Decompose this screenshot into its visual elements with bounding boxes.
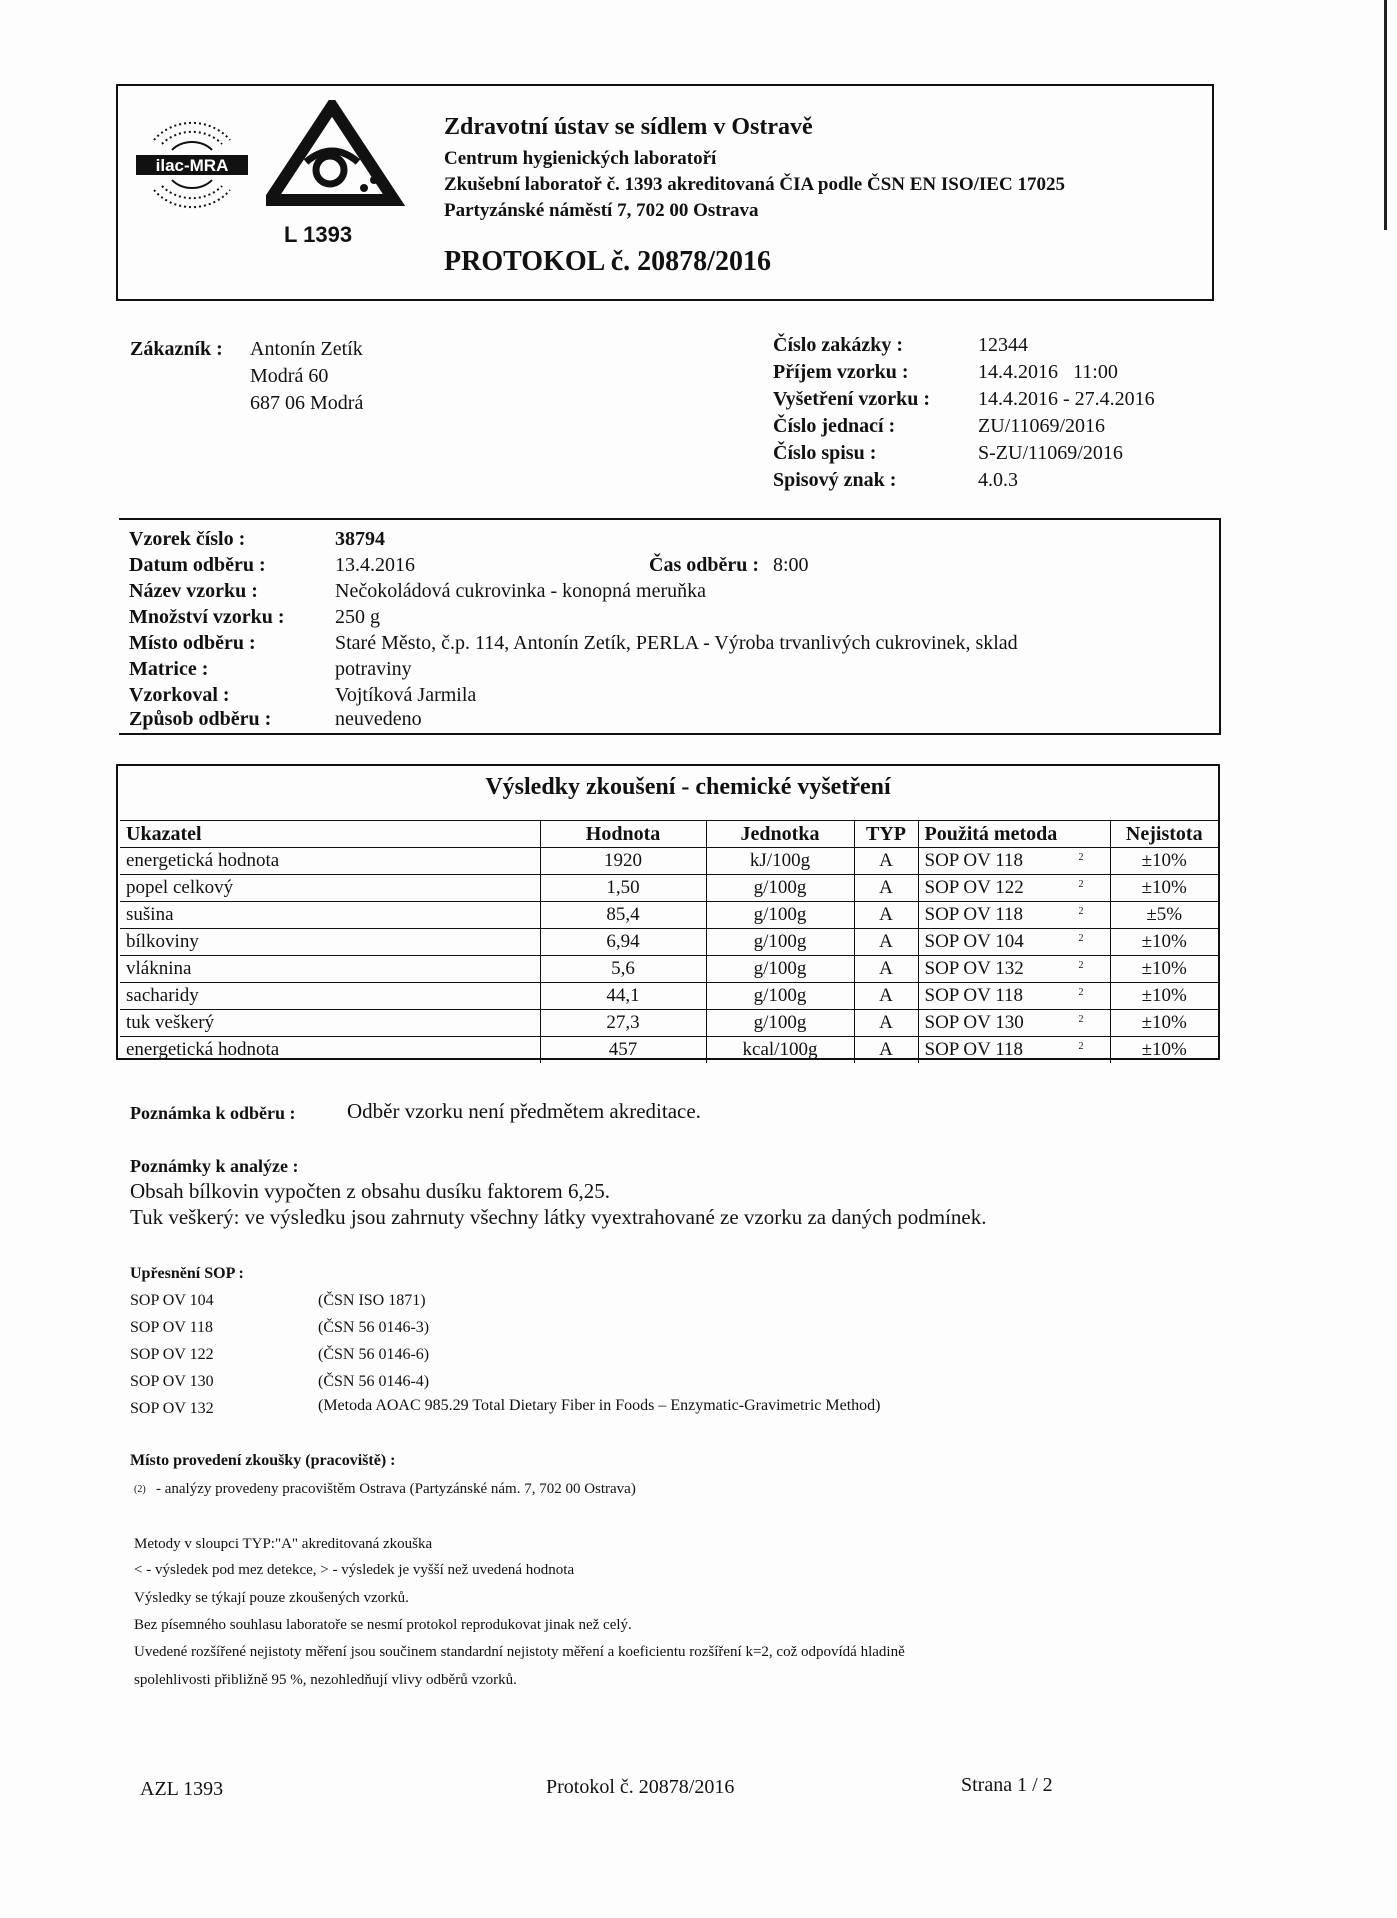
- order-number-value: 12344: [978, 334, 1028, 356]
- method-text: SOP OV 122: [924, 877, 1024, 898]
- unit-cell: kJ/100g: [706, 848, 854, 875]
- file-mark-label: Spisový znak :: [773, 469, 897, 491]
- typ-cell: A: [854, 848, 918, 875]
- sop-description: (ČSN 56 0146-6): [318, 1346, 430, 1363]
- method-cell: [918, 1010, 1110, 1037]
- disclaimer-line: < - výsledek pod mez detekce, > - výsledek je vyšší než uvedená hodnota: [134, 1562, 575, 1578]
- sample-amount-value: 250 g: [335, 606, 380, 628]
- sample-received-value: 14.4.2016 11:00: [978, 361, 1118, 383]
- table-row: [120, 929, 1218, 956]
- sample-received-label: Příjem vzorku :: [773, 361, 909, 383]
- sop-code: SOP OV 118: [130, 1319, 213, 1336]
- sop-description: (ČSN 56 0146-3): [318, 1319, 430, 1336]
- table-row: [120, 875, 1218, 902]
- disclaimer-line: Metody v sloupci TYP:"A" akreditovaná zkouška: [134, 1536, 433, 1552]
- table-row: [120, 902, 1218, 929]
- test-place-mark: (2): [134, 1484, 146, 1495]
- order-number-label: Číslo zakázky :: [773, 334, 903, 356]
- method-cell: [918, 902, 1110, 929]
- sop-code: SOP OV 104: [130, 1292, 214, 1309]
- sampling-time-label: Čas odběru :: [649, 554, 760, 576]
- column-header: Ukazatel: [120, 821, 540, 848]
- footer-lab-code: AZL 1393: [140, 1778, 224, 1800]
- unit-cell: g/100g: [706, 956, 854, 983]
- method-text: SOP OV 132: [924, 958, 1024, 979]
- table-row: [120, 956, 1218, 983]
- workplace-mark: 2: [1078, 987, 1084, 998]
- unit-cell: g/100g: [706, 875, 854, 902]
- sample-info-box: [119, 518, 1221, 735]
- indicator-cell: tuk veškerý: [120, 1010, 540, 1037]
- typ-cell: A: [854, 902, 918, 929]
- unit-cell: g/100g: [706, 902, 854, 929]
- sampling-date-label: Datum odběru :: [129, 554, 266, 576]
- column-header: Jednotka: [706, 821, 854, 848]
- results-header-row: [120, 821, 1218, 848]
- scan-edge-mark: [1384, 0, 1387, 230]
- sampling-date-value: 13.4.2016: [335, 554, 415, 576]
- workplace-mark: 2: [1078, 1041, 1084, 1052]
- method-cell: [918, 1037, 1110, 1064]
- typ-cell: A: [854, 875, 918, 902]
- workplace-mark: 2: [1078, 906, 1084, 917]
- workplace-mark: 2: [1078, 1014, 1084, 1025]
- typ-cell: A: [854, 1010, 918, 1037]
- value-cell: 27,3: [540, 1010, 706, 1037]
- value-cell: 85,4: [540, 902, 706, 929]
- method-text: SOP OV 130: [924, 1012, 1024, 1033]
- file-number-value: S-ZU/11069/2016: [978, 442, 1123, 464]
- results-box: [116, 764, 1220, 1060]
- sampling-note-text: Odběr vzorku není předmětem akreditace.: [347, 1099, 701, 1123]
- footer-protocol: Protokol č. 20878/2016: [546, 1776, 735, 1798]
- customer-city: 687 06 Modrá: [250, 392, 364, 414]
- reference-number-value: ZU/11069/2016: [978, 415, 1106, 437]
- unit-cell: g/100g: [706, 1010, 854, 1037]
- unit-cell: g/100g: [706, 929, 854, 956]
- table-row: [120, 848, 1218, 875]
- sample-number-value: 38794: [335, 528, 385, 550]
- method-text: SOP OV 118: [924, 985, 1024, 1006]
- indicator-cell: energetická hodnota: [120, 848, 540, 875]
- sample-name-label: Název vzorku :: [129, 580, 258, 602]
- sample-name-value: Nečokoládová cukrovinka - konopná meruňka: [335, 580, 706, 602]
- results-title: Výsledky zkoušení - chemické vyšetření: [485, 774, 891, 800]
- test-place-text: - analýzy provedeny pracovištěm Ostrava (Partyzánské nám. 7, 702 00 Ostrava): [156, 1481, 636, 1497]
- sample-amount-label: Množství vzorku :: [129, 606, 285, 628]
- method-text: SOP OV 104: [924, 931, 1024, 952]
- uncertainty-cell: ±5%: [1110, 902, 1218, 929]
- workplace-mark: 2: [1078, 933, 1084, 944]
- svg-text:ilac-MRA: ilac-MRA: [155, 156, 229, 175]
- method-text: SOP OV 118: [924, 850, 1024, 871]
- uncertainty-cell: ±10%: [1110, 983, 1218, 1010]
- column-header: TYP: [854, 821, 918, 848]
- uncertainty-cell: ±10%: [1110, 956, 1218, 983]
- sampling-note-label: Poznámka k odběru :: [130, 1103, 296, 1123]
- indicator-cell: popel celkový: [120, 875, 540, 902]
- sop-code: SOP OV 130: [130, 1373, 214, 1390]
- unit-cell: g/100g: [706, 983, 854, 1010]
- sampling-place-value: Staré Město, č.p. 114, Antonín Zetík, PERLA - Výroba trvanlivých cukrovinek, sklad: [335, 632, 1018, 654]
- method-cell: [918, 929, 1110, 956]
- center-name: Centrum hygienických laboratoří: [444, 148, 717, 169]
- sop-label: Upřesnění SOP :: [130, 1265, 244, 1282]
- typ-cell: A: [854, 1037, 918, 1064]
- analysis-notes-label: Poznámky k analýze :: [130, 1156, 299, 1176]
- value-cell: 6,94: [540, 929, 706, 956]
- typ-cell: A: [854, 983, 918, 1010]
- table-row: [120, 1037, 1218, 1064]
- disclaimer-line: Uvedené rozšířené nejistoty měření jsou součinem standardní nejistoty měření a koeficientu rozšíření k=2, což odpovídá hladině: [134, 1644, 905, 1660]
- matrix-label: Matrice :: [129, 658, 209, 680]
- accreditation-line: Zkušební laboratoř č. 1393 akreditovaná ČIA podle ČSN EN ISO/IEC 17025: [444, 174, 1065, 195]
- table-row: [120, 1010, 1218, 1037]
- uncertainty-cell: ±10%: [1110, 848, 1218, 875]
- sample-number-label: Vzorek číslo :: [129, 528, 246, 550]
- sampling-method-value: neuvedeno: [335, 708, 422, 730]
- analysis-note-line: Tuk veškerý: ve výsledku jsou zahrnuty všechny látky vyextrahované ze vzorku za daných podmínek.: [130, 1205, 987, 1229]
- examination-value: 14.4.2016 - 27.4.2016: [978, 388, 1155, 410]
- indicator-cell: sacharidy: [120, 983, 540, 1010]
- matrix-value: potraviny: [335, 658, 412, 680]
- examination-label: Vyšetření vzorku :: [773, 388, 931, 410]
- file-mark-value: 4.0.3: [978, 469, 1018, 491]
- indicator-cell: bílkoviny: [120, 929, 540, 956]
- cia-accreditation-logo-icon: [266, 100, 406, 210]
- indicator-cell: energetická hodnota: [126, 1039, 280, 1060]
- lab-code: L 1393: [284, 222, 353, 247]
- sop-description: (Metoda AOAC 985.29 Total Dietary Fiber in Foods – Enzymatic-Gravimetric Method): [318, 1397, 881, 1414]
- workplace-mark: 2: [1078, 960, 1084, 971]
- typ-cell: A: [854, 956, 918, 983]
- sampling-place-label: Místo odběru :: [129, 632, 256, 654]
- test-place-label: Místo provedení zkoušky (pracoviště) :: [130, 1452, 396, 1469]
- sampling-method-label: Způsob odběru :: [129, 708, 272, 730]
- sampling-time-value: 8:00: [773, 554, 809, 576]
- method-cell: [918, 875, 1110, 902]
- analysis-note-line: Obsah bílkovin vypočten z obsahu dusíku faktorem 6,25.: [130, 1179, 611, 1203]
- indicator-cell: vláknina: [120, 956, 540, 983]
- workplace-mark: 2: [1078, 879, 1084, 890]
- method-cell: [918, 848, 1110, 875]
- column-header: Použitá metoda: [918, 821, 1110, 848]
- indicator-cell: sušina: [120, 902, 540, 929]
- value-cell: 44,1: [540, 983, 706, 1010]
- method-text: SOP OV 118: [924, 1039, 1024, 1060]
- value-cell: 1,50: [540, 875, 706, 902]
- workplace-mark: 2: [1078, 852, 1084, 863]
- customer-label: Zákazník :: [130, 338, 223, 360]
- sop-description: (ČSN ISO 1871): [318, 1292, 426, 1309]
- value-cell: 457: [540, 1037, 706, 1064]
- results-table: [120, 820, 1218, 1063]
- customer-name: Antonín Zetík: [250, 338, 363, 360]
- institute-address: Partyzánské náměstí 7, 702 00 Ostrava: [444, 200, 759, 221]
- table-row: [120, 983, 1218, 1010]
- sampled-by-label: Vzorkoval :: [129, 684, 230, 706]
- sop-code: SOP OV 122: [130, 1346, 214, 1363]
- column-header: Nejistota: [1110, 821, 1218, 848]
- column-header: Hodnota: [540, 821, 706, 848]
- customer-street: Modrá 60: [250, 365, 329, 387]
- sampled-by-value: Vojtíková Jarmila: [335, 684, 477, 706]
- reference-number-label: Číslo jednací :: [773, 415, 896, 437]
- unit-cell: kcal/100g: [706, 1037, 854, 1064]
- uncertainty-cell: ±10%: [1110, 875, 1218, 902]
- disclaimer-line: Bez písemného souhlasu laboratoře se nesmí protokol reprodukovat jinak než celý.: [134, 1617, 632, 1633]
- footer-page-number: Strana 1 / 2: [961, 1774, 1053, 1796]
- sop-description: (ČSN 56 0146-4): [318, 1373, 430, 1390]
- typ-cell: A: [854, 929, 918, 956]
- file-number-label: Číslo spisu :: [773, 442, 877, 464]
- protocol-title: PROTOKOL č. 20878/2016: [444, 246, 771, 277]
- method-cell: [918, 956, 1110, 983]
- institute-name: Zdravotní ústav se sídlem v Ostravě: [444, 114, 813, 140]
- ilac-mra-logo-icon: [132, 110, 252, 220]
- value-cell: 5,6: [540, 956, 706, 983]
- header-box: [116, 84, 1214, 301]
- method-cell: [918, 983, 1110, 1010]
- uncertainty-cell: ±10%: [1110, 1037, 1218, 1064]
- disclaimer-line: Výsledky se týkají pouze zkoušených vzorků.: [134, 1590, 409, 1606]
- value-cell: 1920: [540, 848, 706, 875]
- method-text: SOP OV 118: [924, 904, 1024, 925]
- disclaimer-line: spolehlivosti přibližně 95 %, nezohledňují vlivy odběrů vzorků.: [134, 1672, 517, 1688]
- uncertainty-cell: ±10%: [1110, 1010, 1218, 1037]
- uncertainty-cell: ±10%: [1110, 929, 1218, 956]
- sop-code: SOP OV 132: [130, 1400, 214, 1417]
